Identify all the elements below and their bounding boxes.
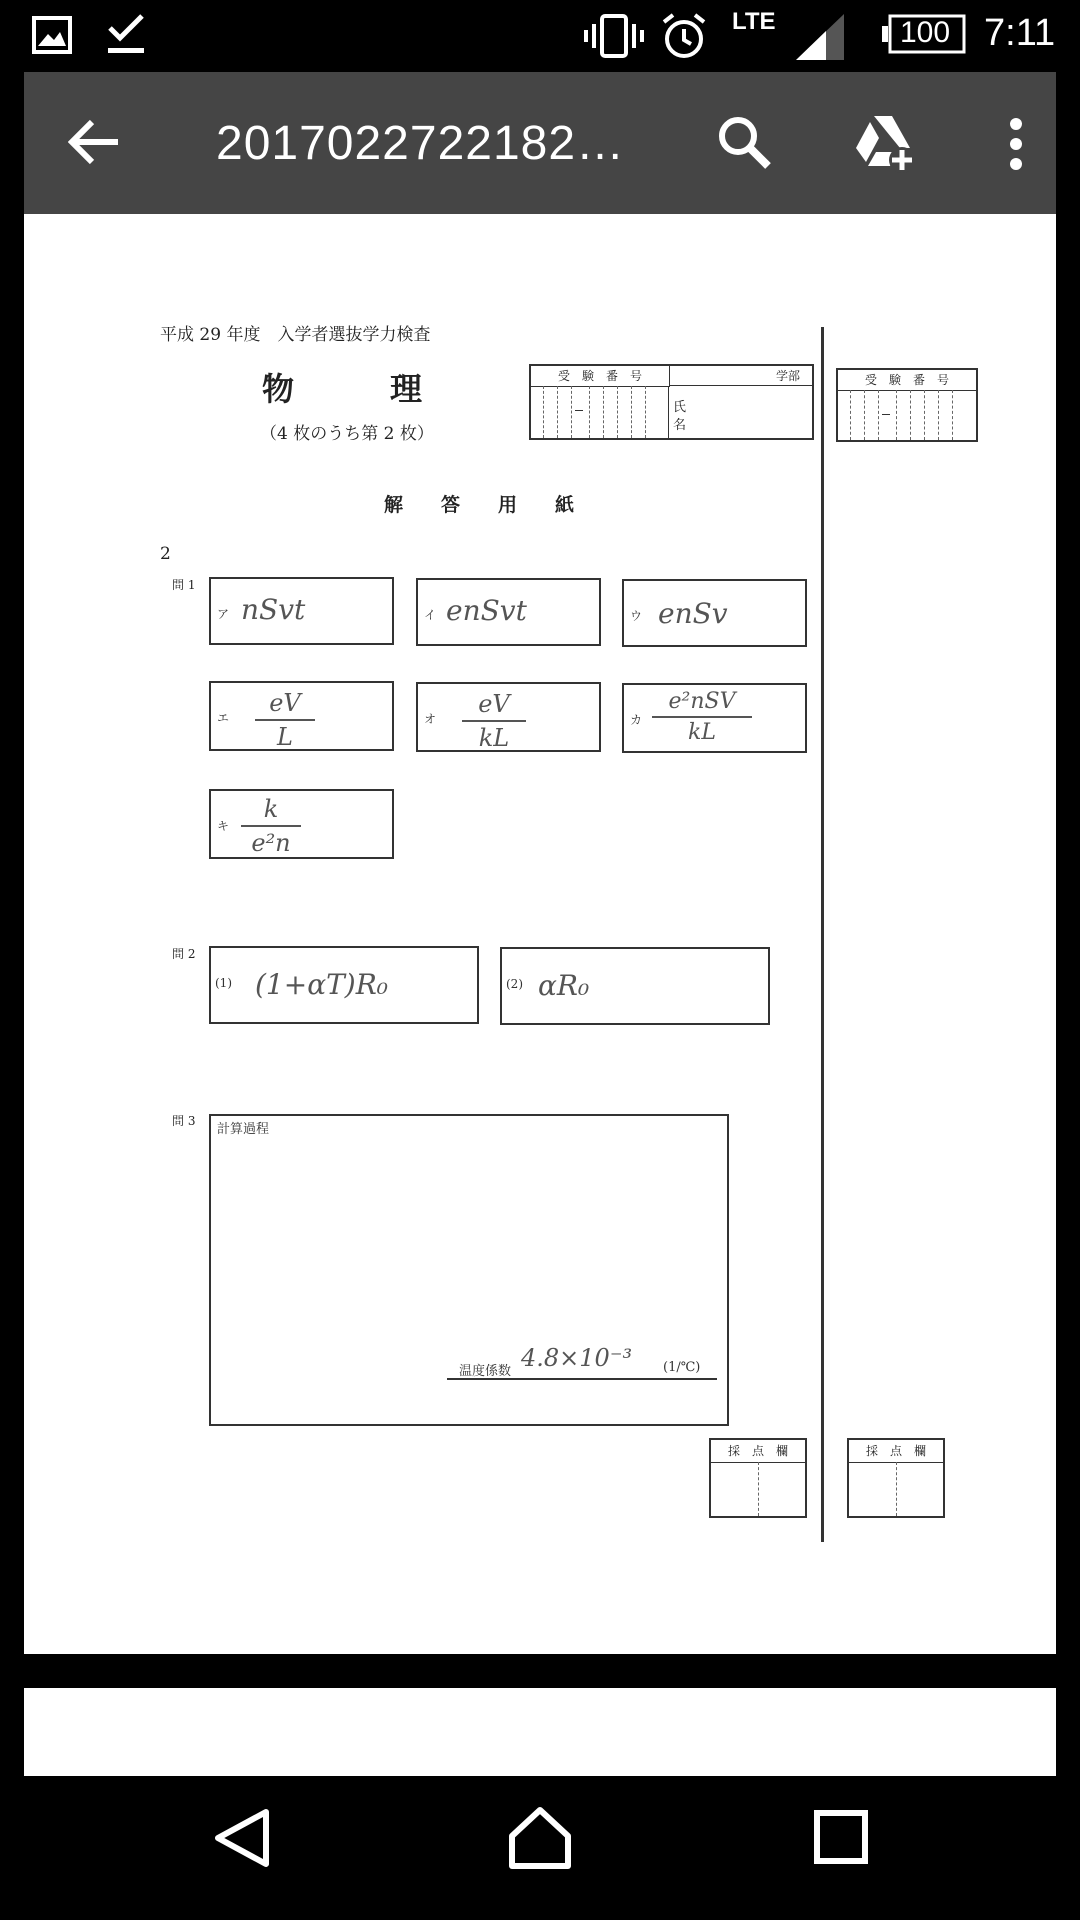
faculty-label: 学部	[669, 366, 812, 386]
answer-ka-numerator: e²nSV	[652, 689, 752, 718]
subject-title: 物 理	[262, 370, 423, 408]
mark-ka: カ	[630, 713, 643, 727]
answer-box-i	[416, 578, 601, 646]
answer-o-denominator: kL	[478, 724, 510, 752]
answer-ka	[652, 689, 752, 745]
answer-box-q2-2	[500, 947, 770, 1025]
network-type: LTE	[732, 8, 776, 35]
mark-e: エ	[217, 711, 230, 725]
mark-ki: キ	[217, 819, 230, 833]
score-label-right: 採 点 欄	[849, 1440, 943, 1463]
name-label-2: 名	[673, 418, 687, 433]
score-label: 採 点 欄	[711, 1440, 805, 1463]
answer-ka-denominator: kL	[688, 720, 716, 745]
answer-box-u	[622, 579, 807, 647]
answer-o	[462, 690, 526, 752]
temperature-coefficient-label: 温度係数	[459, 1364, 512, 1379]
exam-number-label-right: 受 験 番 号	[838, 370, 976, 391]
answer-ki-numerator: k	[241, 795, 301, 827]
mark-q2-2: (2)	[506, 977, 523, 991]
alarm-icon	[660, 12, 708, 64]
recents-square-icon[interactable]	[814, 1810, 868, 1868]
answer-box-ka	[622, 683, 807, 753]
back-triangle-icon[interactable]	[214, 1808, 270, 1872]
answer-a: nSvt	[241, 593, 306, 626]
document-page[interactable]	[24, 214, 1056, 1654]
answer-i: enSvt	[446, 594, 527, 627]
mark-q2-1: (1)	[215, 976, 232, 990]
answer-sheet-title: 解 答 用 紙	[384, 494, 575, 516]
navigation-bar	[0, 1776, 1080, 1920]
download-done-icon	[104, 12, 148, 60]
exam-number-grid	[543, 386, 659, 438]
answer-ki-denominator: e²n	[251, 829, 291, 857]
status-bar	[0, 0, 1080, 72]
q1-label: 問 1	[172, 578, 196, 592]
section-number: 2	[160, 544, 171, 564]
answer-u: enSv	[658, 597, 728, 630]
mark-a: ア	[217, 607, 230, 621]
exam-number-block-right	[836, 368, 978, 442]
answer-o-numerator: eV	[462, 690, 526, 722]
mark-u: ウ	[630, 609, 643, 623]
page-divider	[821, 327, 824, 1542]
answer-e	[255, 689, 315, 751]
answer-q2-1: (1+αT)R₀	[255, 968, 389, 1001]
back-arrow-icon[interactable]	[68, 118, 120, 170]
home-icon[interactable]	[508, 1806, 572, 1874]
q3-label: 問 3	[172, 1114, 196, 1128]
answer-box-q3	[209, 1114, 729, 1426]
exam-number-label: 受 験 番 号	[531, 366, 670, 387]
drive-add-icon[interactable]	[854, 114, 918, 178]
name-label-1: 氏	[673, 400, 687, 415]
q2-label: 問 2	[172, 947, 196, 961]
answer-box-o	[416, 682, 601, 752]
more-vert-icon[interactable]	[1008, 118, 1024, 174]
answer-q2-2: αR₀	[538, 969, 590, 1002]
sheet-number: （4 枚のうち第 2 枚）	[260, 424, 434, 444]
exam-number-block	[529, 364, 814, 440]
answer-ki	[241, 795, 301, 857]
temperature-coefficient-unit: (1/℃)	[663, 1360, 701, 1375]
mark-o: オ	[424, 712, 437, 726]
mark-i: イ	[424, 608, 437, 622]
vibrate-icon	[584, 14, 644, 62]
battery-icon	[882, 14, 966, 54]
app-bar	[24, 72, 1056, 214]
signal-icon	[796, 14, 844, 64]
document-title: 2017022722182…	[216, 117, 626, 170]
clock: 7:11	[984, 12, 1056, 54]
answer-box-q2-1	[209, 946, 479, 1024]
answer-box-a	[209, 577, 394, 645]
score-box	[709, 1438, 807, 1518]
exam-header: 平成 29 年度 入学者選抜学力検査	[160, 325, 431, 345]
answer-box-ki	[209, 789, 394, 859]
image-icon	[32, 16, 72, 58]
next-document-page[interactable]	[24, 1688, 1056, 1776]
search-icon[interactable]	[716, 114, 772, 174]
answer-e-denominator: L	[277, 723, 293, 751]
answer-box-e	[209, 681, 394, 751]
temperature-coefficient-value: 4.8×10⁻³	[521, 1344, 633, 1372]
answer-e-numerator: eV	[255, 689, 315, 721]
score-box-right	[847, 1438, 945, 1518]
battery-level: 100	[900, 16, 951, 49]
calculation-process-label: 計算過程	[217, 1122, 270, 1137]
